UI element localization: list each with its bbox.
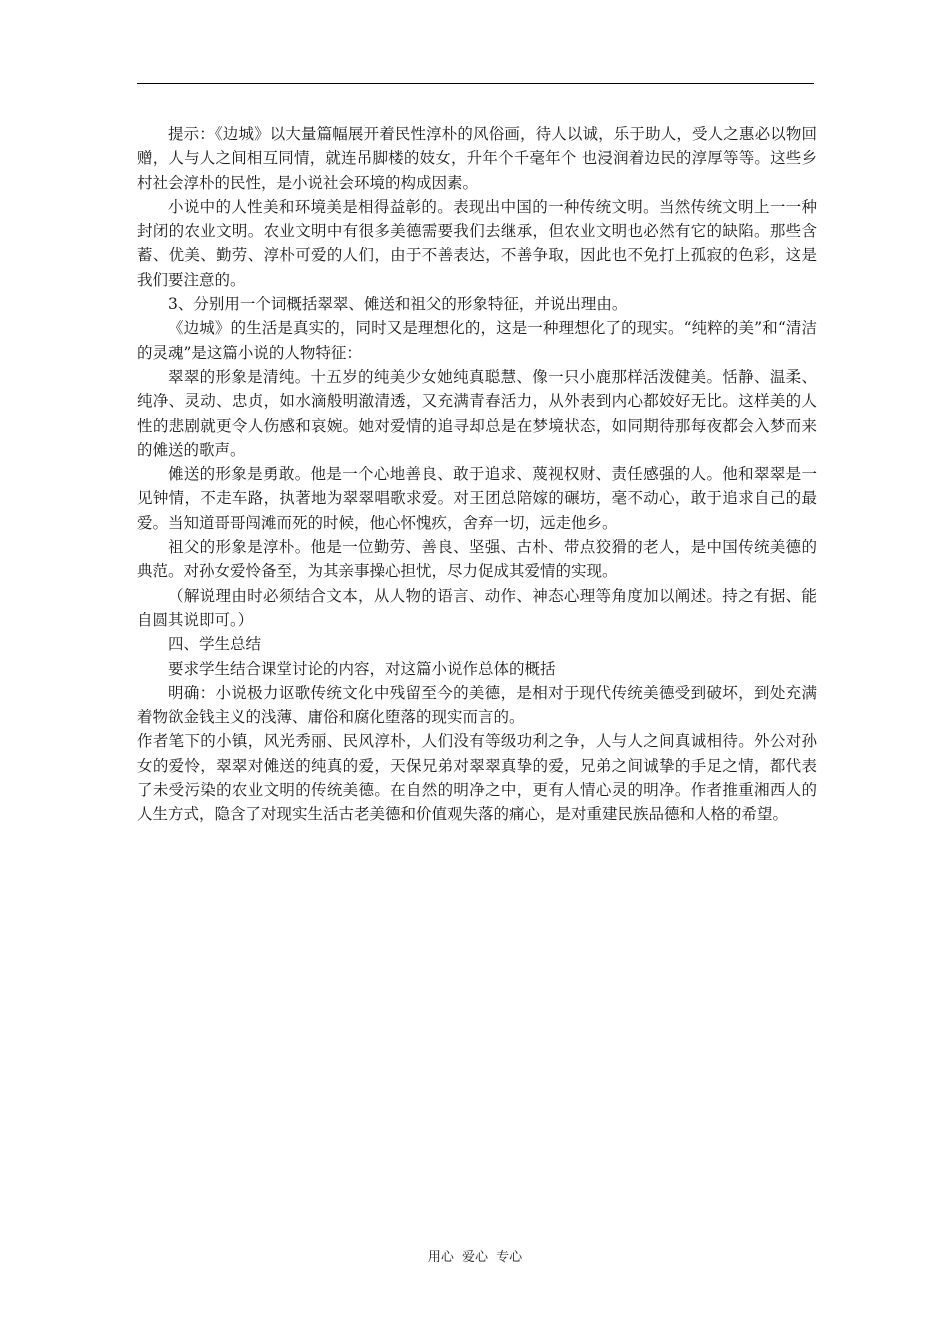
paragraph-grandfather: 祖父的形象是淳朴。他是一位勤劳、善良、坚强、古朴、带点狡猾的老人，是中国传统美德的典范。对孙女爱怜备至，为其亲事操心担忧，尽力促成其爱情的实现。 (137, 538, 817, 581)
paragraph-explanation-note: （解说理由时必须结合文本，从人物的语言、动作、神态心理等角度加以阐述。持之有据、能自圆其说即可。） (137, 586, 817, 629)
paragraph-human-nature-beauty: 小说中的人性美和环境美是相得益彰的。表现出中国的一种传统文明。当然传统文明上一一种封闭的农业文明。农业文明中有很多美德需要我们去继承，但农业文明也必然有它的缺陷。那些含蓄、优美、勤劳、淳朴可爱的人们，由于不善表达，不善争取，因此也不免打上孤寂的色彩，这是我们要注意的。 (137, 197, 817, 289)
section-heading-student-summary: 四、学生总结 (168, 635, 262, 654)
paragraph-clarification: 明确：小说极力讴歌传统文化中残留至今的美德，是相对于现代传统美德受到破坏，到处充满着物欲金钱主义的浅薄、庸俗和腐化堕落的现实而言的。 (137, 683, 817, 727)
document-body (137, 122, 817, 827)
header-rule (137, 83, 814, 84)
paragraph-author-conclusion: 作者笔下的小镇，风光秀丽、民风淳朴，人们没有等级功利之争，人与人之间真诚相待。外公对孙女的爱怜，翠翠对傩送的纯真的爱，天保兄弟对翠翠真挚的爱，兄弟之间诚挚的手足之情，都代表了未受污染的农业文明的传统美德。在自然的明净之中，更有人情心灵的明净。作者推重湘西人的人生方式，隐含了对现实生活古老美德和价值观失落的痛心，是对重建民族品德和人格的希望。 (137, 732, 817, 824)
paragraph-nuosong: 傩送的形象是勇敢。他是一个心地善良、敢于追求、蔑视权财、责任感强的人。他和翠翠是一见钟情，不走车路，执著地为翠翠唱歌求爱。对王团总陪嫁的碾坊，毫不动心，敢于追求自己的最爱。当知道哥哥闯滩而死的时候，他心怀愧疚，舍弃一切，远走他乡。 (137, 465, 817, 532)
paragraph-question-3: 3、分别用一个词概括翠翠、傩送和祖父的形象特征，并说出理由。 (168, 295, 628, 314)
paragraph-summary-requirement: 要求学生结合课堂讨论的内容，对这篇小说作总体的概括 (168, 659, 556, 678)
paragraph-cuicui: 翠翠的形象是清纯。十五岁的纯美少女她纯真聪慧、像一只小鹿那样活泼健美。恬静、温柔、纯净、灵动、忠贞，如水滴般明澈清透，又充满青春活力，从外表到内心都姣好无比。这样美的人性的悲剧就更令人伤感和哀婉。她对爱情的追寻却总是在梦境状态，如同期待那每夜都会入梦而来的傩送的歌声。 (137, 367, 817, 459)
paragraph-hint-social-environment: 提示：《边城》以大量篇幅展开着民性淳朴的风俗画，待人以诚，乐于助人，受人之惠必以物回赠，人与人之间相互同情，就连吊脚楼的妓女，升年个千毫年个 也浸润着边民的淳厚等等。这些乡村社会淳朴的民性，是小说社会环境的构成因素。 (137, 125, 817, 192)
paragraph-idealized-reality: 《边城》的生活是真实的，同时又是理想化的，这是一种理想化了的现实。“纯粹的美”和“清洁的灵魂”是这篇小说的人物特征： (137, 319, 817, 362)
page-footer: 用心 爱心 专心 (427, 1250, 523, 1265)
